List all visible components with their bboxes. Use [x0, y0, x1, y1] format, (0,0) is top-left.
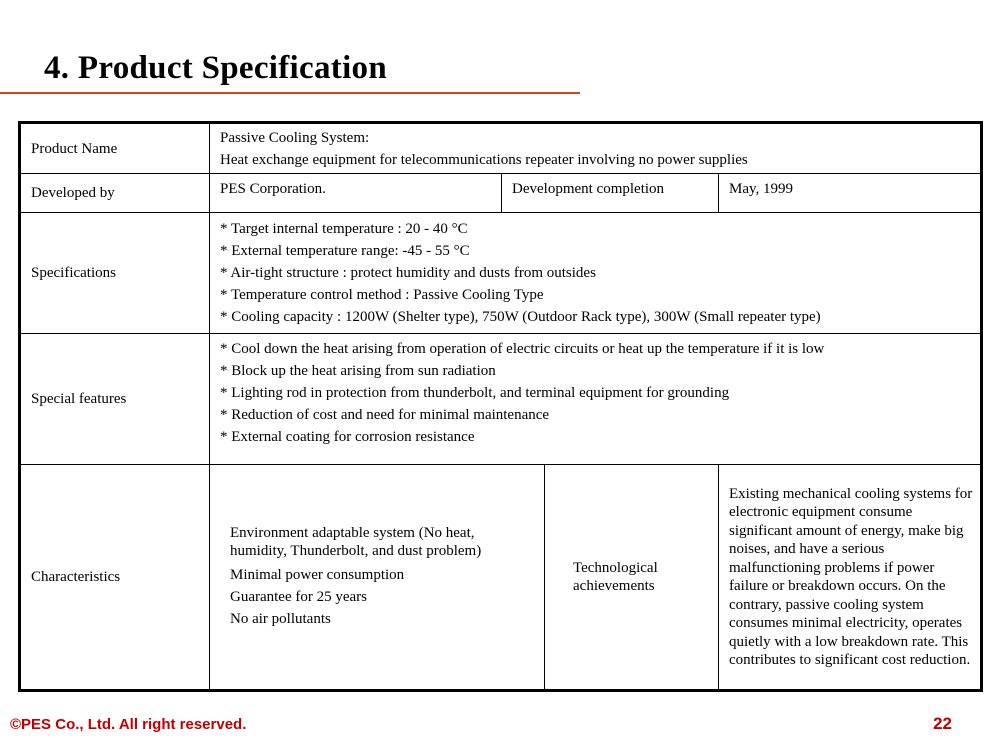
characteristics-label: Characteristics [20, 465, 210, 691]
product-name-label: Product Name [20, 123, 210, 174]
special-features-label: Special features [20, 334, 210, 465]
spec-item: * Cooling capacity : 1200W (Shelter type), 750W (Outdoor Rack type), 300W (Small repeater type) [220, 309, 821, 325]
characteristics-list [220, 524, 534, 630]
spec-table [18, 121, 983, 692]
row-characteristics [20, 465, 982, 691]
development-completion-value: May, 1999 [719, 174, 982, 213]
title-underline [0, 92, 580, 94]
page-title: 4. Product Specification [44, 50, 387, 86]
feature-item: * External coating for corrosion resistance [220, 429, 475, 445]
footer-copyright: ©PES Co., Ltd. All right reserved. [10, 716, 247, 733]
feature-item: * Reduction of cost and need for minimal maintenance [220, 407, 550, 423]
feature-item: * Block up the heat arising from sun radiation [220, 363, 496, 379]
specifications-value [210, 213, 982, 334]
row-special-features [20, 334, 982, 465]
feature-item: * Lighting rod in protection from thunderbolt, and terminal equipment for grounding [220, 385, 730, 401]
spec-item: * External temperature range: -45 - 55 °C [220, 243, 470, 259]
spec-item: * Target internal temperature : 20 - 40 °C [220, 221, 468, 237]
page-number: 22 [933, 714, 952, 733]
product-name-line1: Passive Cooling System: [220, 129, 370, 146]
characteristic-item: Guarantee for 25 years [230, 589, 368, 605]
product-name-line2: Heat exchange equipment for telecommunications repeater involving no power supplies [220, 151, 748, 168]
spec-item: * Air-tight structure : protect humidity and dusts from outsides [220, 265, 596, 281]
tech-label-line1: Technological [573, 560, 658, 576]
technological-achievements-label [545, 465, 719, 691]
characteristic-item: No air pollutants [230, 611, 331, 627]
specifications-label: Specifications [20, 213, 210, 334]
row-product-name [20, 123, 982, 174]
product-name-value [210, 123, 982, 174]
characteristic-item: Minimal power consumption [230, 567, 405, 583]
row-developed-by [20, 174, 982, 213]
special-features-value [210, 334, 982, 465]
characteristics-list-cell [210, 465, 545, 691]
technological-achievements-description: Existing mechanical cooling systems for electronic equipment consume significant amount of energy, make big noises, and have a serious malfunctioning problems if power failure or breakdown occurs. On the contrary, passive cooling system consumes minimal electricity, operates quietly with a low breakdown rate. This contributes to significant cost reduction. [719, 465, 982, 691]
row-specifications [20, 213, 982, 334]
spec-item: * Temperature control method : Passive Cooling Type [220, 287, 544, 303]
developed-by-label: Developed by [20, 174, 210, 213]
characteristic-item: Environment adaptable system (No heat, humidity, Thunderbolt, and dust problem) [230, 525, 482, 559]
tech-label-line2: achievements [573, 578, 655, 594]
development-completion-label: Development completion [502, 174, 719, 213]
feature-item: * Cool down the heat arising from operation of electric circuits or heat up the temperature if it is low [220, 341, 825, 357]
developed-by-value: PES Corporation. [210, 174, 502, 213]
